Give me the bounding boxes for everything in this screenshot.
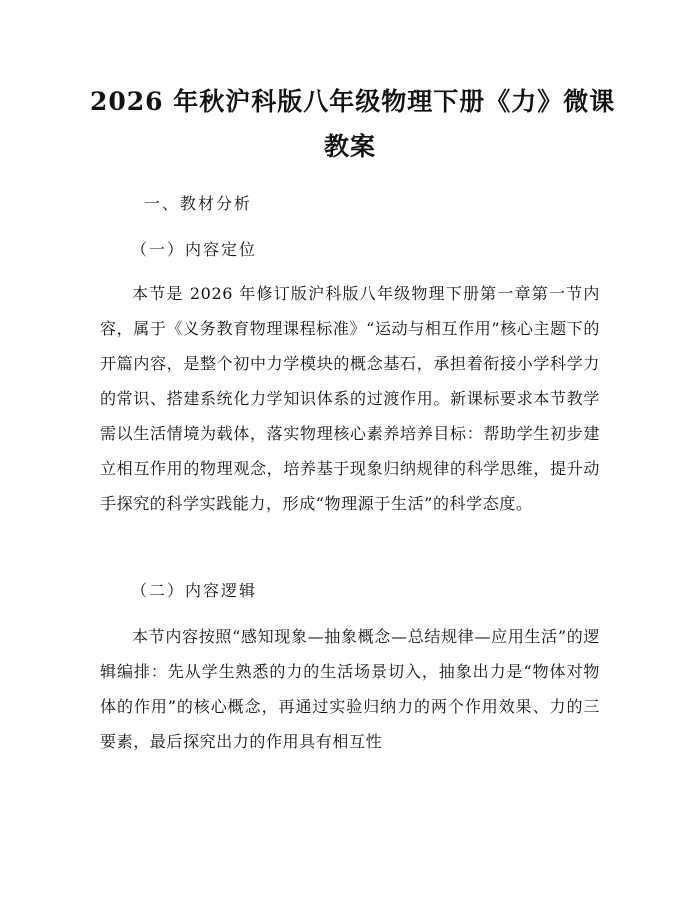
subsection-heading-content-positioning: （一）内容定位 [131, 240, 258, 259]
document-title-line-2: 教案 [323, 132, 376, 161]
paragraph-content-positioning: 本节是 2026 年修订版沪科版八年级物理下册第一章第一节内容，属于《义务教育物理课程标准》“运动与相互作用”核心主题下的开篇内容，是整个初中力学模块的概念基石，承担着衔接小学科学力的常识、搭建系统化力学知识体系的过渡作用。新课标要求本节教学需以生活情境为载体，落实物理核心素养培养目标：帮助学生初步建立相互作用的物理观念，培养基于现象归纳规律的科学思维，提升动手探究的科学实践能力，形成“物理源于生活”的科学态度。 [100, 284, 600, 513]
paragraph-content-logic: 本节内容按照“感知现象—抽象概念—总结规律—应用生活”的逻辑编排：先从学生熟悉的力的生活场景切入，抽象出力是“物体对物体的作用”的核心概念，再通过实验归纳力的两个作用效果、力的三要素，最后探究出力的作用具有相互性 [100, 627, 600, 751]
document-title-line-1: 2026 年秋沪科版八年级物理下册《力》微课 [90, 87, 616, 116]
section-heading-textbook-analysis: 一、教材分析 [144, 194, 253, 213]
subsection-heading-content-logic: （二）内容逻辑 [131, 581, 258, 600]
